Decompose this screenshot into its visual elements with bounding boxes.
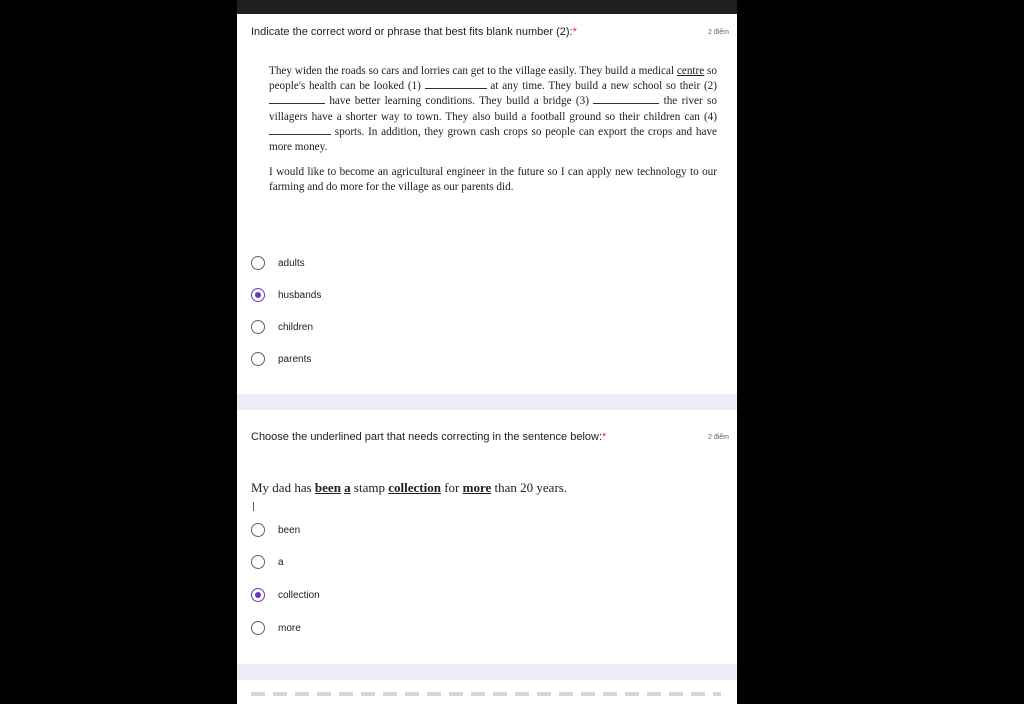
option-label: collection	[278, 589, 320, 601]
blank-4	[269, 125, 331, 135]
question-text: Choose the underlined part that needs correcting in the sentence below:	[251, 431, 603, 443]
required-mark: *	[572, 26, 577, 38]
question-title	[251, 431, 606, 443]
passage-paragraph-2: I would like to become an agricultural engineer in the future so I can apply new technology to our farming and do more for the village as our parents did.	[269, 166, 717, 194]
option-parents[interactable]	[251, 350, 311, 368]
question-sentence: My dad has been a stamp collection for more than 20 years.	[251, 480, 568, 495]
option-been[interactable]	[251, 521, 300, 539]
passage-paragraph-1: They widen the roads so cars and lorries can get to the village easily. They build a medical centre so people's health can be looked (1) at any time. They build a new school so their (2) have better learning conditions. They build a bridge (3) the river so villagers have a shorter way to town. They also build a football ground so their children can (4) sports. In addition, they grown cash crops so people can export the crops and have more money.	[269, 65, 717, 154]
question-text: Indicate the correct word or phrase that best fits blank number (2):	[251, 26, 573, 38]
top-bar	[237, 0, 737, 14]
radio-button[interactable]	[251, 320, 265, 334]
blank-2	[269, 94, 325, 104]
option-label: a	[278, 556, 284, 568]
reading-passage	[269, 64, 717, 206]
underlined-part-been: been	[314, 480, 341, 495]
points-label: 2 điểm	[707, 29, 729, 36]
underlined-part-a: a	[344, 480, 351, 495]
radio-button-checked[interactable]	[251, 288, 265, 302]
points-label: 2 điểm	[707, 434, 729, 441]
option-a[interactable]	[251, 553, 284, 571]
required-mark: *	[602, 431, 607, 443]
option-label: parents	[278, 353, 312, 365]
radio-button[interactable]	[251, 256, 265, 270]
blank-3	[593, 94, 659, 104]
option-label: more	[278, 622, 301, 634]
option-label: husbands	[278, 289, 322, 301]
radio-button[interactable]	[251, 523, 265, 537]
option-adults[interactable]	[251, 254, 305, 272]
underlined-part-collection: collection	[388, 480, 441, 495]
radio-button[interactable]	[251, 352, 265, 366]
cut-off-question-title	[251, 692, 721, 696]
option-more[interactable]	[251, 619, 301, 637]
radio-button-checked[interactable]	[251, 588, 265, 602]
form-page	[237, 0, 737, 704]
option-label: been	[278, 524, 301, 536]
radio-button[interactable]	[251, 555, 265, 569]
option-husbands[interactable]	[251, 286, 321, 304]
question-card-2	[237, 410, 737, 664]
question-card-1	[237, 14, 737, 394]
option-children[interactable]	[251, 318, 313, 336]
radio-button[interactable]	[251, 621, 265, 635]
text-cursor	[253, 502, 254, 511]
underlined-part-more: more	[462, 480, 492, 495]
option-label: children	[278, 321, 314, 333]
option-label: adults	[278, 257, 305, 269]
question-title	[251, 26, 577, 38]
question-card-3-partial	[237, 680, 737, 704]
underlined-word: centre	[676, 65, 705, 77]
blank-1	[425, 79, 487, 89]
option-collection[interactable]	[251, 586, 320, 604]
